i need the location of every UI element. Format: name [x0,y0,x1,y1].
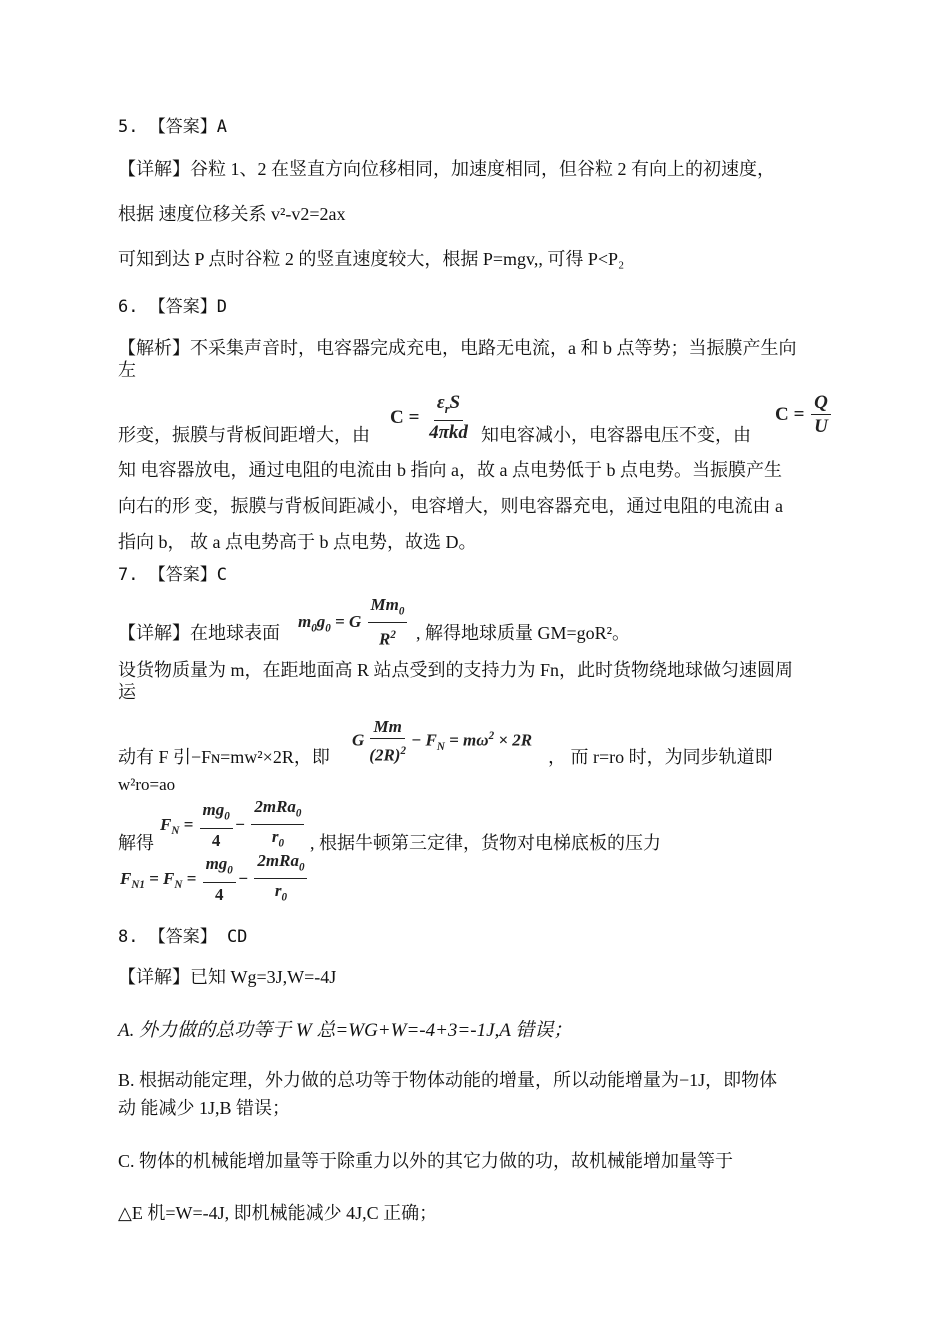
q7-detail-line2: 设货物质量为 m，在距地面高 R 站点受到的支持力为 Fn，此时货物绕地球做匀速圆周 [118,660,794,680]
q6-analysis-line2: 左 [118,360,136,380]
q5-detail-line3: 可知到达 P 点时谷粒 2 的竖直速度较大，根据 P=mgv,, 可得 P<P₂ [118,249,625,269]
q5-detail-line2: 根据 速度位移关系 v²-v2=2ax [118,204,346,224]
surface-gravity-formula: $m_0g_0 = G$ $\frac{Mm_0}{R^2}$ [298,594,409,652]
capacitance-formula-eps: C = $\frac{\varepsilon_rS}{\text{4πkd}}$ [390,392,468,443]
q6-analysis-line3a: 形变，振膜与背板间距增大，由 [118,425,370,445]
q6-analysis-line1: 【解析】不采集声音时，电容器完成充电，电路无电流，a 和 b 点等势；当振膜产生向 [118,338,797,358]
q8-option-c-line1: C. 物体的机械能增加量等于除重力以外的其它力做的功，故机械能增加量等于 [118,1151,734,1171]
orbit-force-formula: G $\frac{Mm}{(2R)^2}$ − $F_N = m\omega^2 \times 2R$ [352,717,533,765]
q5-answer: 5. 【答案】A [118,117,227,137]
q7-detail-line6b: , 根据牛顿第三定律，货物对电梯底板的压力 [310,833,661,853]
q7-detail-line1b: , 解得地球质量 GM=goR²。 [416,623,631,643]
q7-detail-line3: 运 [118,682,136,702]
q7-detail-line6a: 解得 [118,833,154,853]
q8-option-a: A. 外力做的总功等于 W 总=WG+W=-4+3=-1J,A 错误； [118,1020,573,1041]
capacitance-formula-qu: C = $\frac{Q}{U}$ [775,392,833,439]
q6-analysis-line5: 向右的形 变，振膜与背板间距减小，电容增大，则电容器充电，通过电阻的电流由 a [118,496,783,516]
q7-detail-line4b: ， 而 r=ro 时，为同步轨道即 [548,747,773,767]
q7-answer: 7. 【答案】C [118,565,227,585]
q6-analysis-line6: 指向 b， 故 a 点电势高于 b 点电势，故选 D。 [118,532,477,552]
pressure-force-formula: $F_{N1} = F_N$ = $\frac{mg_0}{4}$ − $\frac{2mRa_0}{r_0}$ [120,850,309,910]
q8-option-b-line2: 动 能减少 1J,B 错误； [118,1098,291,1118]
q6-analysis-line3b: 知电容减小，电容器电压不变，由 [481,425,751,445]
q7-detail-line1a: 【详解】在地球表面 [118,623,280,643]
q8-detail-line1: 【详解】已知 Wg=3J,W=-4J [118,967,337,987]
q6-answer: 6. 【答案】D [118,297,227,317]
q8-option-c-line2: △E 机=W=-4J, 即机械能减少 4J,C 正确； [118,1203,438,1223]
q6-analysis-line4: 知 电容器放电，通过电阻的电流由 b 指向 a，故 a 点电势低于 b 点电势。当振膜产生 [118,460,782,480]
q7-detail-line4a: 动有 F 引−Fɴ=mw²×2R，即 [118,747,330,767]
q7-detail-line5: w²ro=ao [118,775,176,794]
q8-option-b-line1: B. 根据动能定理，外力做的总功等于物体动能的增量，所以动能增量为−1J，即物体 [118,1070,778,1090]
normal-force-formula: $F_N$ = $\frac{mg_0}{4}$ − $\frac{2mRa_0}{r_0}$ [160,796,306,856]
q5-detail-line1: 【详解】谷粒 1、2 在竖直方向位移相同，加速度相同，但谷粒 2 有向上的初速度， [118,159,775,179]
q8-answer: 8. 【答案】 CD [118,927,248,947]
